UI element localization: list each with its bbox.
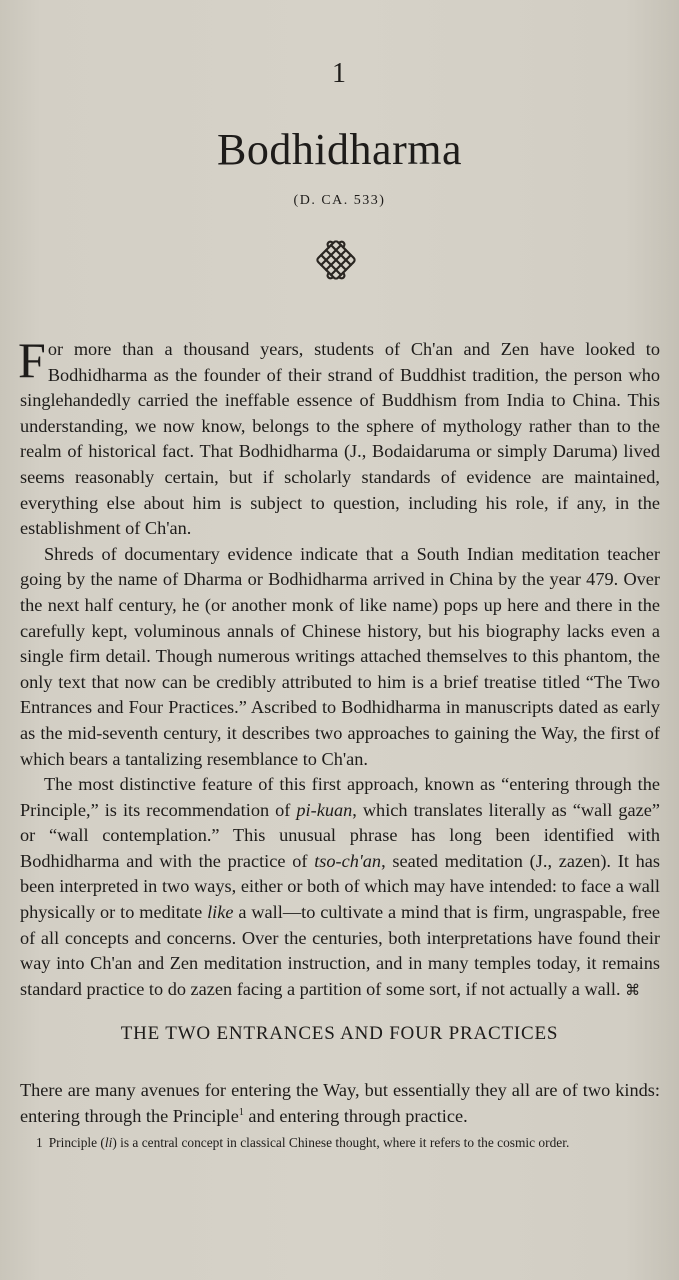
section-paragraph-1: There are many avenues for entering the Way, but essentially they all are of two kinds: entering through the Principle$^1$ and entering through practice. — [20, 1080, 660, 1126]
endless-knot-icon — [313, 237, 359, 283]
section-end-ornament-icon: ⌘ — [625, 980, 641, 999]
chapter-number: 1 — [332, 58, 347, 89]
footnote: 1 Principle (li) is a central concept in classical Chinese thought, where it refers to the cosmic order. — [36, 1135, 570, 1150]
intro-paragraph-3: The most distinctive feature of this first approach, known as “entering through the Principle,” is its recommendation of pi-kuan, which translates literally as “wall gaze” or “wall contemplation.” This unusual phrase has long been identified with Bodhidharma and with the practice of tso-ch'an, seated meditation (J., zazen). It has been interpreted in two ways, either or both of which may have intended: to face a wall physically or to meditate like a wall—to cultivate a mind that is firm, ungraspable, free of all concepts and concerns. Over the centuries, both interpretations have found their way into Ch'an and Zen meditation instruction, and in many temples today, it remains standard practice to do zazen facing a partition of some sort, if not actually a wall. ⌘ — [20, 774, 661, 999]
chapter-introduction — [18, 332, 661, 1003]
chapter-title: Bodhidharma — [216, 125, 462, 174]
footnote-number: 1 — [36, 1135, 43, 1150]
section-heading: THE TWO ENTRANCES AND FOUR PRACTICES — [120, 1023, 559, 1044]
footnote-reference[interactable]: 1 — [238, 1106, 244, 1118]
section-body — [20, 1078, 660, 1129]
drop-cap: F — [18, 332, 46, 388]
chapter-dates: (D. CA. 533) — [293, 193, 386, 208]
intro-paragraph-1: For more than a thousand years, students of Ch'an and Zen have looked to Bodhidharma as the founder of their strand of Buddhist tradition, the person who singlehandedly carried the ineffable essence of Buddhism from India to China. This understanding, we now know, belongs to the sphere of mythology rather than to the realm of historical fact. That Bodhidharma (J., Bodaidaruma or simply Daruma) lived seems reasonably certain, but if scholarly standards of evidence are maintained, everything else about him is subject to question, including his role, if any, in the establishment of Ch'an. — [18, 332, 660, 539]
intro-paragraph-2: Shreds of documentary evidence indicate that a South Indian meditation teacher going by the name of Dharma or Bodhidharma arrived in China by the year 479. Over the next half century, he (or another monk of like name) pops up here and there in the carefully kept, voluminous annals of Chinese history, but his biography lacks even a single firm detail. Though numerous writings attached themselves to this phantom, the only text that now can be credibly attributed to him is a brief treatise titled “The Two Entrances and Four Practices.” Ascribed to Bodhidharma in manuscripts dated as early as the mid-seventh century, it describes two approaches to gaining the Way, the first of which bears a tantalizing resemblance to Ch'an. — [20, 543, 660, 769]
